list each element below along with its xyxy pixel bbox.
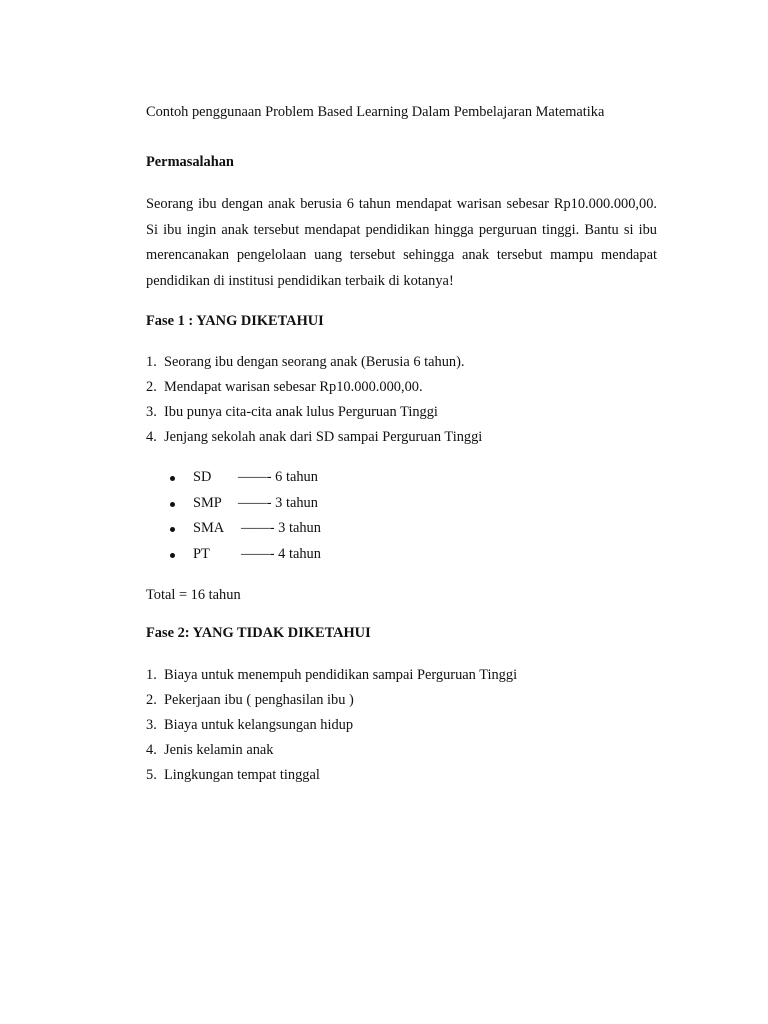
list-item-number: 1. [146,667,157,683]
phase1-known-list [146,350,657,450]
bullet-icon [170,476,175,481]
school-level-name: SD [193,469,212,485]
list-item [146,688,657,713]
phase2-unknown-list [146,663,657,788]
list-item-number: 2. [146,692,157,708]
list-item-number: 3. [146,404,157,420]
list-item-text: Seorang ibu dengan seorang anak (Berusia 6 tahun). [164,354,465,370]
list-item-number: 2. [146,379,157,395]
list-item-text: Mendapat warisan sebesar Rp10.000.000,00. [164,379,423,395]
list-item [146,425,657,450]
bullet-icon [170,553,175,558]
list-item [146,400,657,425]
list-item-text: Ibu punya cita-cita anak lulus Perguruan Tinggi [164,404,438,420]
school-level-list [146,465,657,567]
list-item-text: Biaya untuk menempuh pendidikan sampai Perguruan Tinggi [164,667,518,683]
total-duration: Total = 16 tahun [146,587,241,603]
document-title: Contoh penggunaan Problem Based Learning Dalam Pembelajaran Matematika [146,104,605,120]
problem-paragraph: Seorang ibu dengan anak berusia 6 tahun mendapat warisan sebesar Rp10.000.000,00. Si ibu ingin anak tersebut mendapat pendidikan hingga perguruan tinggi. Bantu si ibu merencanakan pengelolaan uang tersebut sehingga anak tersebut mampu mendapat pendidikan di institusi pendidikan terbaik di kotanya! [146,196,657,289]
list-item-number: 1. [146,354,157,370]
list-item [146,713,657,738]
list-item [146,375,657,400]
list-item-number: 4. [146,429,157,445]
list-item [146,350,657,375]
school-level-item [146,465,657,491]
list-item-number: 5. [146,767,157,783]
list-item-text: Pekerjaan ibu ( penghasilan ibu ) [164,692,354,708]
phase2-heading: Fase 2: YANG TIDAK DIKETAHUI [146,625,371,641]
list-item-text: Biaya untuk kelangsungan hidup [164,717,354,733]
phase1-heading: Fase 1 : YANG DIKETAHUI [146,313,324,329]
school-level-duration: ——- 4 tahun [241,545,321,562]
school-level-item [146,516,657,542]
school-level-duration: ——- 3 tahun [238,494,318,511]
list-item [146,738,657,763]
list-item-text: Jenis kelamin anak [164,742,274,758]
school-level-name: SMP [193,494,222,511]
document-page [146,101,657,788]
school-level-name: PT [193,545,210,562]
list-item-number: 3. [146,717,157,733]
school-level-item [146,491,657,517]
school-level-name: SMA [193,520,225,536]
bullet-icon [170,502,175,507]
problem-heading: Permasalahan [146,154,234,170]
list-item-text: Jenjang sekolah anak dari SD sampai Perguruan Tinggi [164,429,483,445]
list-item [146,763,657,788]
bullet-icon [170,527,175,532]
list-item-number: 4. [146,742,157,758]
school-level-duration: ——- 3 tahun [241,520,321,536]
school-level-duration: ——- 6 tahun [238,469,318,485]
list-item [146,663,657,688]
list-item-text: Lingkungan tempat tinggal [164,767,320,783]
school-level-item [146,542,657,568]
